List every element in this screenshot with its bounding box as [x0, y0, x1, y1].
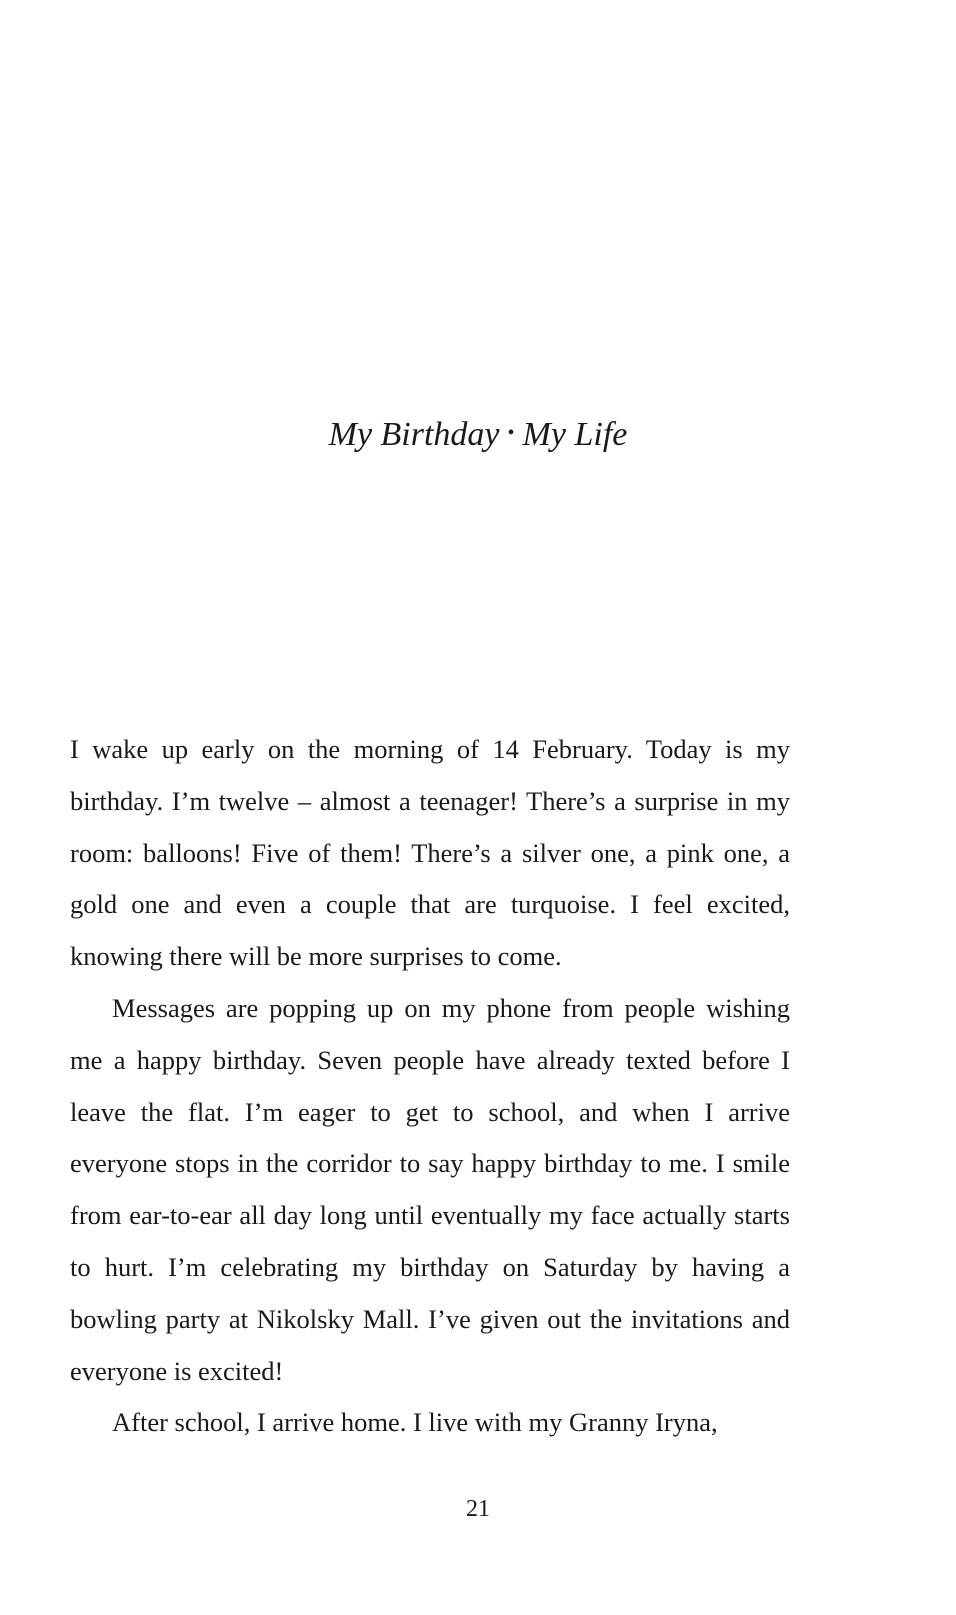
chapter-title-part-1: My Birthday	[328, 416, 500, 453]
paragraph: After school, I arrive home. I live with my Granny Iryna,	[112, 1407, 718, 1438]
paragraph: Messages are popping up on my phone from people wishing me a happy birthday. Seven people have already texted before I leave the flat. I’m eager to get to school, and when I arrive everyone stops in the corridor to say happy birthday to me. I smile from ear-to-ear all day long until eventually my face actually starts to hurt. I’m celebrating my birthday on Saturday by having a bowling party at Nikolsky Mall. I’ve given out the invitations and everyone is excited!	[70, 992, 790, 1386]
body-text	[70, 724, 790, 1449]
chapter-title	[0, 410, 956, 464]
page-number: 21	[466, 1496, 490, 1522]
paragraph: I wake up early on the morning of 14 February. Today is my birthday. I’m twelve – almost a teenager! There’s a surprise in my room: balloons! Five of them! There’s a silver one, a pink one, a gold one and even a couple that are turquoise. I feel excited, knowing there will be more surprises to come.	[70, 734, 790, 972]
title-separator: •	[507, 422, 515, 444]
chapter-title-part-2: My Life	[522, 416, 628, 453]
